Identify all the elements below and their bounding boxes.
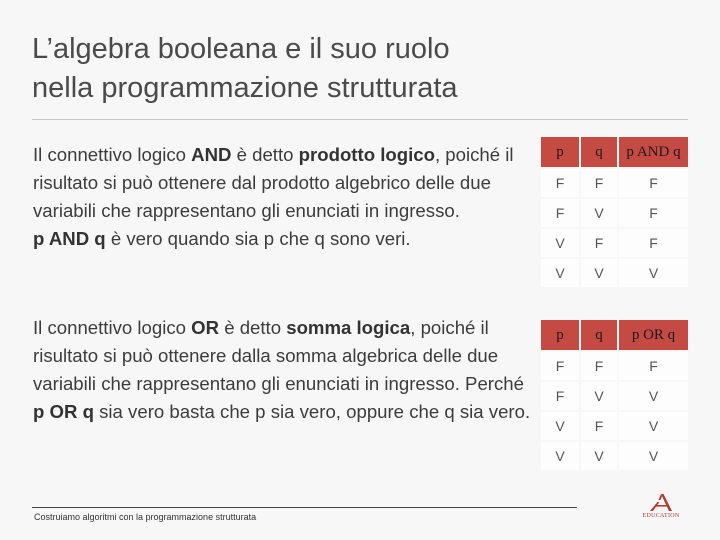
and-term: prodotto logico bbox=[298, 144, 435, 165]
table-cell: F bbox=[619, 229, 688, 257]
and-text-4: è vero quando sia p che q sono veri. bbox=[105, 228, 411, 249]
table-cell: V bbox=[581, 442, 617, 470]
and-paragraph bbox=[33, 141, 533, 253]
or-text-1: Il connettivo logico bbox=[33, 317, 192, 338]
and-table-header-row bbox=[541, 137, 688, 167]
table-row bbox=[541, 352, 688, 380]
or-expression: p OR q bbox=[33, 401, 94, 422]
and-header-q: q bbox=[581, 137, 617, 167]
table-row bbox=[541, 442, 688, 470]
table-cell: F bbox=[581, 169, 617, 197]
or-text-3: , poiché il risultato si può ottenere dalla somma algebrica delle due variabili che rappresentano gli enunciati in ingresso. Perché bbox=[33, 317, 524, 394]
table-cell: F bbox=[581, 412, 617, 440]
table-cell: V bbox=[581, 382, 617, 410]
table-cell: V bbox=[541, 259, 579, 287]
table-cell: F bbox=[619, 199, 688, 227]
table-cell: V bbox=[581, 199, 617, 227]
and-header-p: p bbox=[541, 137, 579, 167]
publisher-logo-icon bbox=[649, 494, 673, 512]
or-truth-table bbox=[539, 318, 690, 472]
or-text-4: sia vero basta che p sia vero, oppure che q sia vero. bbox=[93, 401, 531, 422]
and-text-1: Il connettivo logico bbox=[33, 144, 192, 165]
slide-title-line-1: L’algebra booleana e il suo ruolo bbox=[32, 33, 450, 65]
table-cell: F bbox=[541, 352, 579, 380]
and-truth-table bbox=[539, 135, 690, 289]
and-expression: p AND q bbox=[33, 228, 106, 249]
title-divider bbox=[32, 119, 688, 120]
or-header-p: p bbox=[541, 320, 579, 350]
table-cell: V bbox=[541, 229, 579, 257]
table-row bbox=[541, 382, 688, 410]
or-header-q: q bbox=[581, 320, 617, 350]
or-header-result: p OR q bbox=[619, 320, 688, 350]
table-cell: V bbox=[541, 442, 579, 470]
table-cell: V bbox=[619, 382, 688, 410]
table-row bbox=[541, 169, 688, 197]
or-paragraph bbox=[33, 314, 533, 426]
slide-title bbox=[32, 30, 672, 108]
or-term: somma logica bbox=[286, 317, 411, 338]
slide-title-line-2: nella programmazione strutturata bbox=[32, 72, 458, 104]
table-row bbox=[541, 229, 688, 257]
table-row bbox=[541, 259, 688, 287]
table-row bbox=[541, 199, 688, 227]
table-cell: F bbox=[581, 229, 617, 257]
or-table-header-row bbox=[541, 320, 688, 350]
table-cell: F bbox=[619, 169, 688, 197]
and-header-result: p AND q bbox=[619, 137, 688, 167]
footer-caption: Costruiamo algoritmi con la programmazione strutturata bbox=[34, 512, 257, 522]
table-cell: F bbox=[619, 352, 688, 380]
table-cell: F bbox=[581, 352, 617, 380]
table-cell: V bbox=[541, 412, 579, 440]
footer-divider bbox=[32, 507, 577, 508]
publisher-logo-text: EDUCATION bbox=[642, 513, 680, 519]
or-keyword: OR bbox=[191, 317, 220, 338]
table-row bbox=[541, 412, 688, 440]
table-cell: F bbox=[541, 199, 579, 227]
or-text-2: è detto bbox=[219, 317, 287, 338]
publisher-logo bbox=[636, 494, 686, 524]
table-cell: F bbox=[541, 382, 579, 410]
and-text-2: è detto bbox=[231, 144, 299, 165]
table-cell: V bbox=[619, 412, 688, 440]
and-keyword: AND bbox=[191, 144, 232, 165]
table-cell: V bbox=[619, 259, 688, 287]
table-cell: F bbox=[541, 169, 579, 197]
table-cell: V bbox=[581, 259, 617, 287]
table-cell: V bbox=[619, 442, 688, 470]
and-text-3: , poiché il risultato si può ottenere dal prodotto algebrico delle due variabili che rappresentano gli enunciati in ingresso. bbox=[33, 144, 514, 221]
